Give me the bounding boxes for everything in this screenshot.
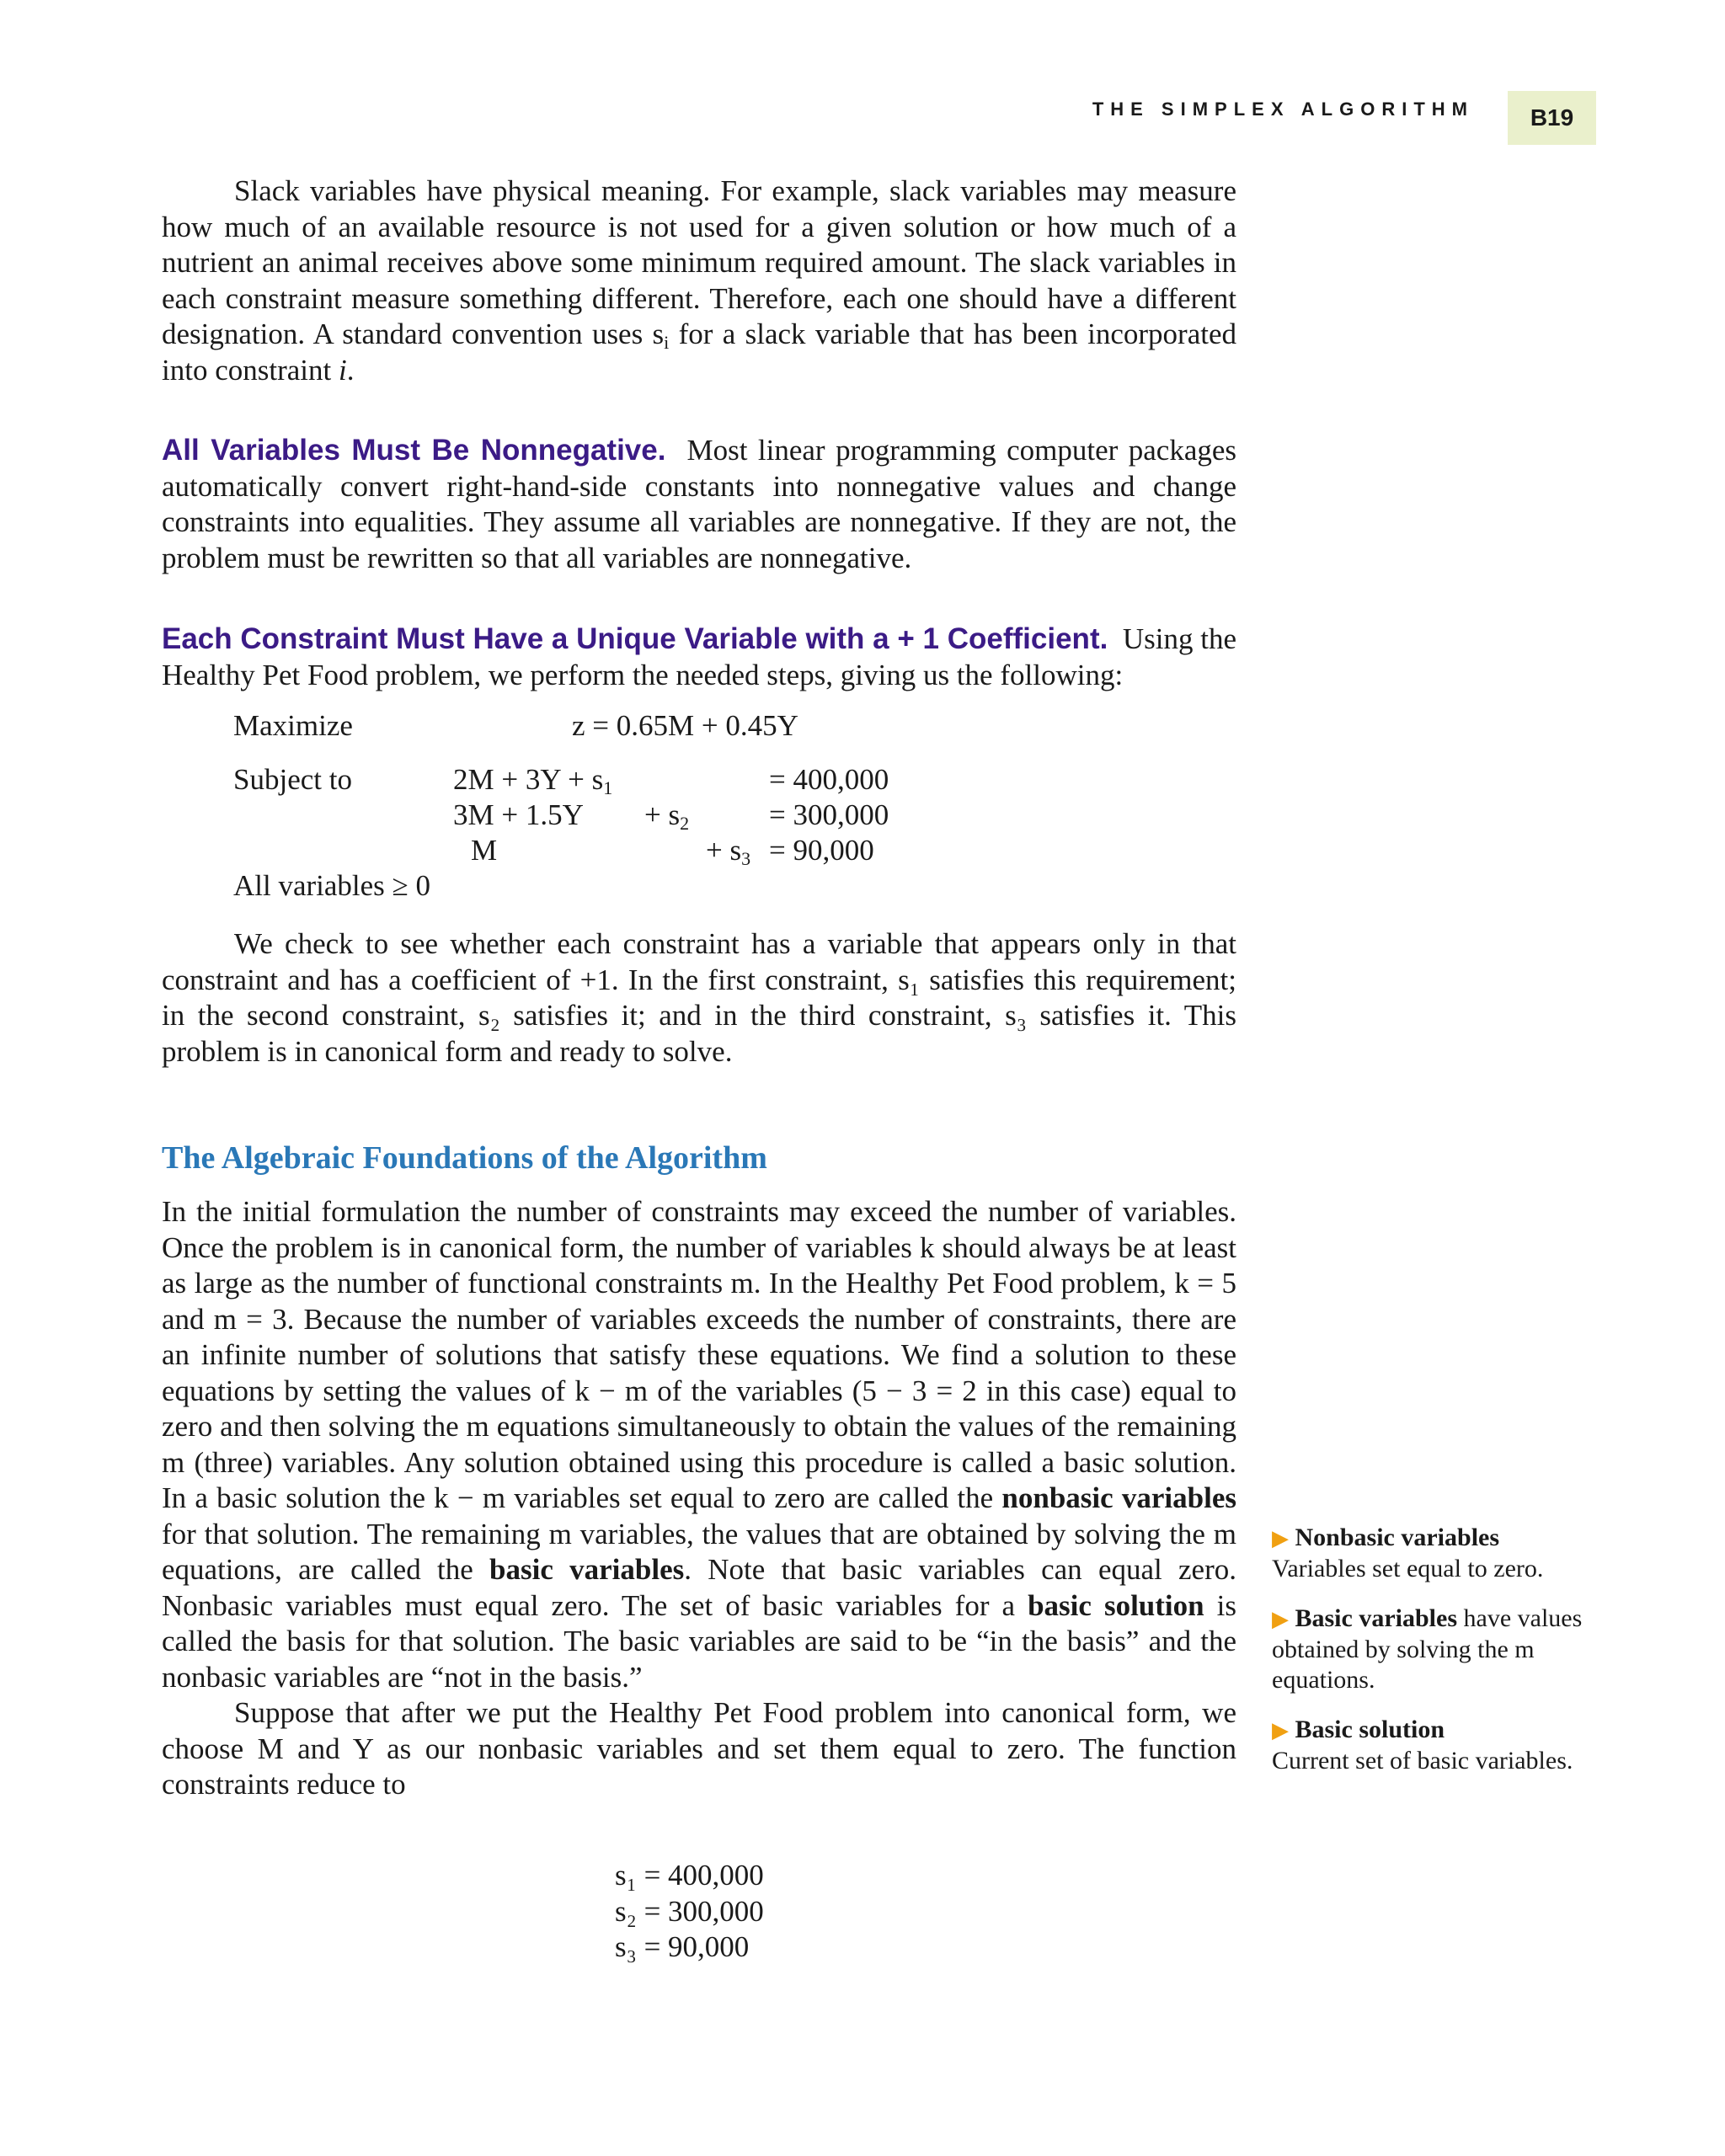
reduced-equations: s₁ = 400,000 s₂ = 300,000 s₃ = 90,000 — [615, 1859, 764, 1963]
page-number: B19 — [1508, 91, 1596, 145]
running-title: THE SIMPLEX ALGORITHM — [1092, 99, 1474, 120]
lp-formulation: Maximize z = 0.65M + 0.45Y Subject to $2M + 3Y + s_1$ = 400,000 3M + 1.5Y + $s_2$ = 300,000 M + $s_3$ = 90,000 All variables ≥ 0 — [233, 709, 889, 902]
runin-heading-unique-variable: Each Constraint Must Have a Unique Variable with a + 1 Coefficient. — [162, 622, 1108, 655]
margin-note-nonbasic: ▶ Nonbasic variables Variables set equal to zero. — [1272, 1524, 1544, 1582]
triangle-bullet-icon: ▶ — [1272, 1526, 1289, 1550]
triangle-bullet-icon: ▶ — [1272, 1607, 1289, 1631]
paragraph-canonical-check: We check to see whether each constraint has a variable that appears only in that constraint and has a coefficient of +1. In the first constraint, s₁ satisfies this requirement; in the second constraint, s₂ satisfies it; and in the third constraint, s₃ satisfies it. This problem is in canonical form and ready to solve. — [162, 927, 1236, 1068]
runin-heading-nonnegative: All Variables Must Be Nonnegative. — [162, 434, 666, 467]
triangle-bullet-icon: ▶ — [1272, 1718, 1289, 1742]
objective-function: z = 0.65M + 0.45Y — [572, 709, 798, 742]
paragraph-nonnegative: All Variables Must Be Nonnegative. Most linear programming computer packages automatically convert right-hand-side constants into nonnegative values and change constraints into equalities. They assume all variables are nonnegative. If they are not, the problem must be rewritten so that all variables are nonnegative. — [162, 434, 1237, 574]
section-heading: The Algebraic Foundations of the Algorithm — [162, 1140, 767, 1176]
paragraph-unique-variable: Each Constraint Must Have a Unique Variable with a + 1 Coefficient. Using the Healthy Pet Food problem, we perform the needed steps, giving us the following: — [162, 622, 1237, 691]
margin-note-basic-variables: ▶ Basic variables have values obtained by solving the m equations. — [1272, 1604, 1583, 1694]
paragraph-slack-meaning: Slack variables have physical meaning. For example, slack variables may measure how much of an available resource is not used for a given solution or how much of a nutrient an animal receives above some minimum required amount. The slack variables in each constraint measure something different. Therefore, each one should have a different designation. A standard convention uses $s_i$ for a slack variable that has been incorporated into constraint i. — [162, 174, 1236, 387]
paragraph-algebraic-foundations: In the initial formulation the number of constraints may exceed the number of variables. Once the problem is in canonical form, the number of variables k should always be at least as large as the number of functional constraints m. In the Healthy Pet Food problem, k = 5 and m = 3. Because the number of variables exceeds the number of constraints, there are an infinite number of solutions that satisfy these equations. We find a solution to these equations by setting the values of k − m of the variables (5 − 3 = 2 in this case) equal to zero and then solving the m equations simultaneously to obtain the values of the remaining m (three) variables. Any solution obtained using this procedure is called a basic solution. In a basic solution the k − m variables set equal to zero are called the nonbasic variables for that solution. The remaining m variables, the values that are obtained by solving the m equations, are called the basic variables. Note that basic variables can equal zero. Nonbasic variables must equal zero. The set of basic variables for a basic solution is called the basis for that solution. The basic variables are said to be “in the basis” and the nonbasic variables are “not in the basis.” Suppose that after we put the Healthy Pet Food problem into canonical form, we choose M and Y as our nonbasic variables and set them equal to zero. The function constraints reduce to — [162, 1195, 1236, 1801]
margin-note-basic-solution: ▶ Basic solution Current set of basic variables. — [1272, 1716, 1573, 1774]
